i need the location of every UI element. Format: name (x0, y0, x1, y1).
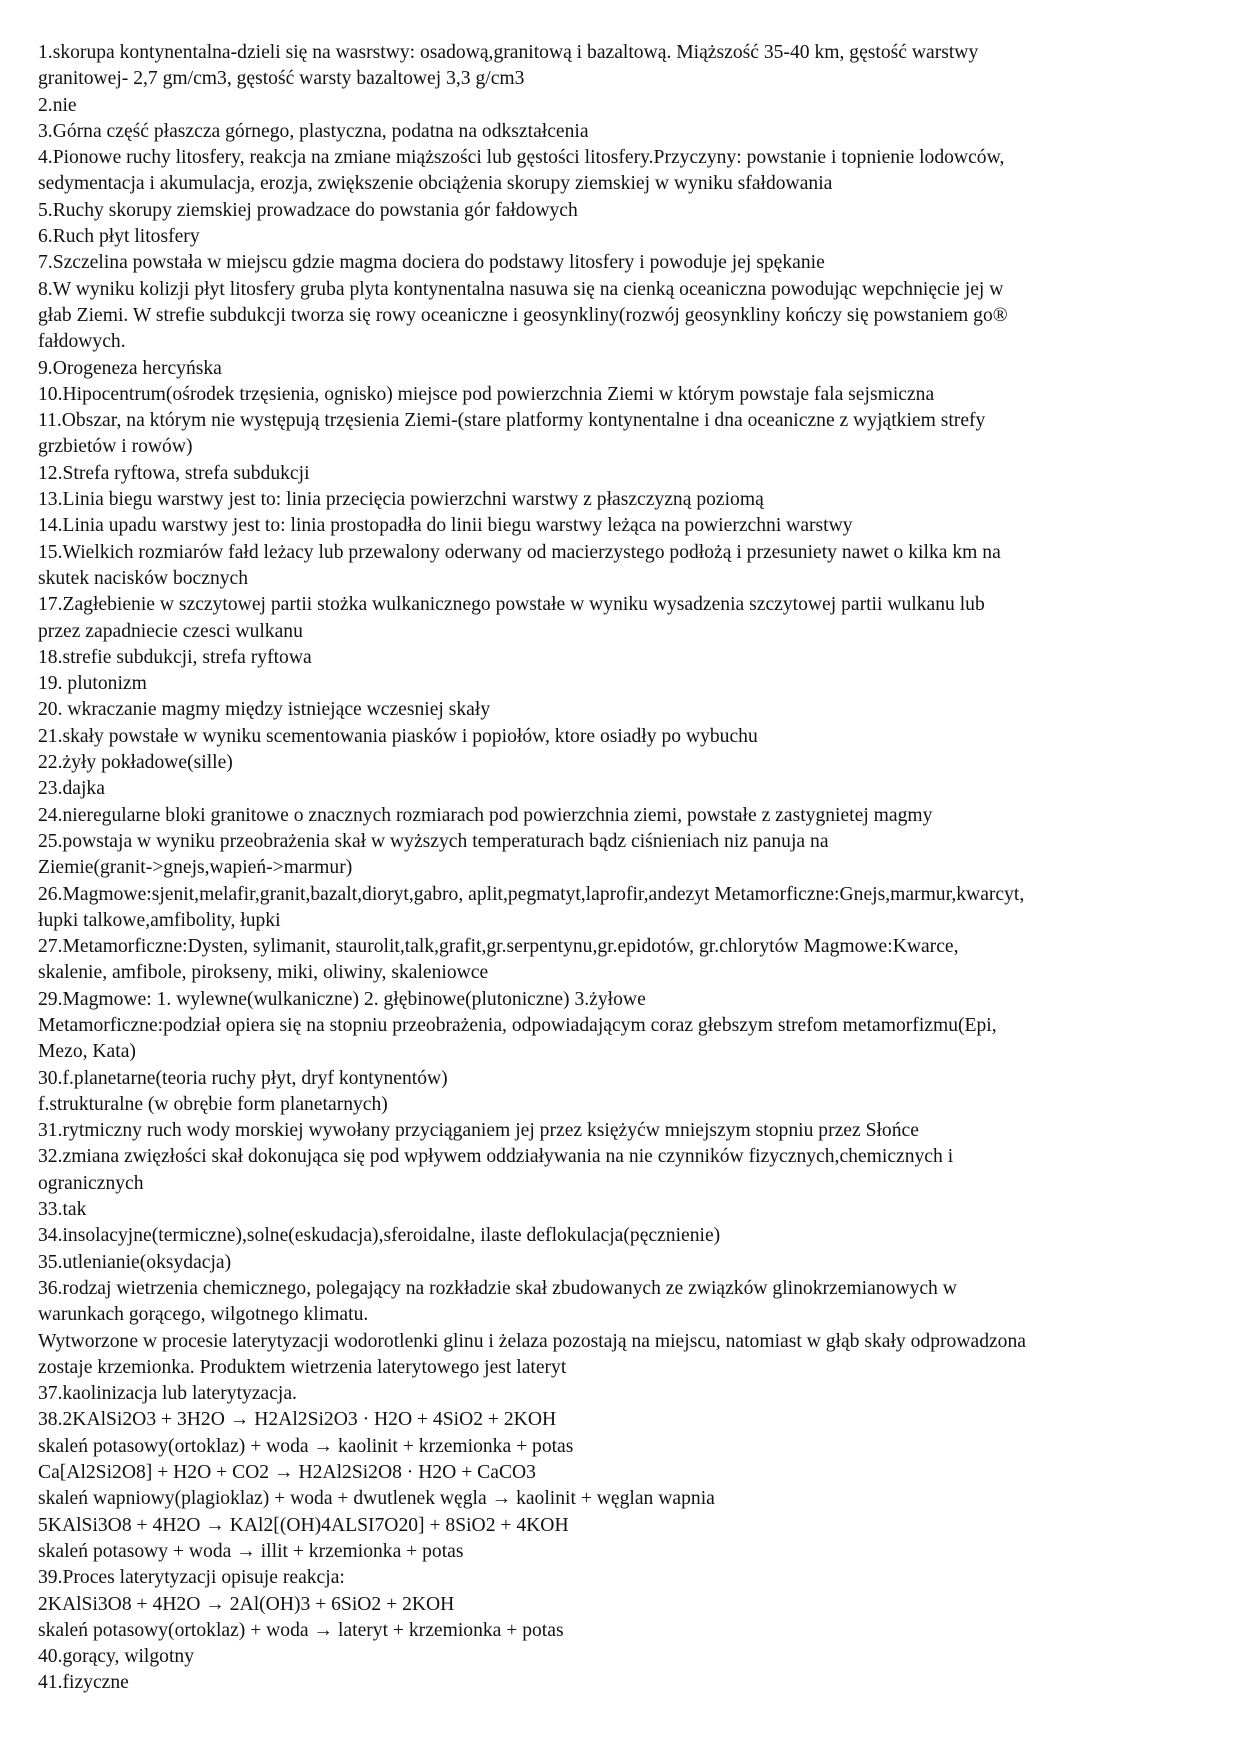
text-line: 40.gorący, wilgotny (38, 1646, 194, 1668)
text-line: łupki talkowe,amfibolity, łupki (38, 909, 281, 931)
text-line: 8.W wyniku kolizji płyt litosfery gruba plyta kontynentalna nasuwa się na cienką oceaniczna powodując wepchnięcie jej w (38, 278, 1004, 300)
text-line: 20. wkraczanie magmy między istniejące wczesniej skały (38, 699, 491, 721)
text-line: skaleń potasowy + woda → illit + krzemionka + potas (38, 1540, 464, 1562)
text-line: 37.kaolinizacja lub laterytyzacja. (38, 1383, 297, 1405)
text-line: 30.f.planetarne(teoria ruchy płyt, dryf kontynentów) (38, 1067, 448, 1089)
text-line: grzbietów i rowów) (38, 436, 193, 458)
text-line: 1.skorupa kontynentalna-dzieli się na wasrstwy: osadową,granitową i bazaltową. Miąższość 35-40 km, gęstość warstwy (38, 42, 979, 63)
text-line: 18.strefie subdukcji, strefa ryftowa (38, 646, 312, 668)
text-line: skaleń potasowy(ortoklaz) + woda → kaolinit + krzemionka + potas (38, 1435, 574, 1457)
text-line: 15.Wielkich rozmiarów fałd leżacy lub przewalony oderwany od macierzystego podłożą i przesuniety nawet o kilka km na (38, 541, 1001, 563)
text-line: 33.tak (38, 1199, 87, 1221)
text-line: fałdowych. (38, 331, 126, 353)
text-line: 12.Strefa ryftowa, strefa subdukcji (38, 462, 310, 484)
text-line: skutek nacisków bocznych (38, 567, 249, 589)
text-line: 17.Zagłebienie w szczytowej partii stożka wulkanicznego powstałe w wyniku wysadzenia szczytowej partii wulkanu lub (38, 594, 985, 616)
document-page (38, 40, 1210, 1697)
text-line: 29.Magmowe: 1. wylewne(wulkaniczne) 2. głębinowe(plutoniczne) 3.żyłowe (38, 988, 646, 1010)
text-line: 35.utlenianie(oksydacja) (38, 1251, 232, 1273)
text-line: 31.rytmiczny ruch wody morskiej wywołany przyciąganiem jej przez księżyćw mniejszym stopniu przez Słońce (38, 1120, 919, 1142)
text-line: 9.Orogeneza hercyńska (38, 357, 222, 379)
text-line: 25.powstaja w wyniku przeobrażenia skał w wyższych temperaturach bądz ciśnieniach niz panuja na (38, 830, 829, 852)
text-line: zostaje krzemionka. Produktem wietrzenia laterytowego jest lateryt (38, 1356, 567, 1378)
text-line: 39.Proces laterytyzacji opisuje reakcja: (38, 1567, 345, 1589)
text-line: 34.insolacyjne(termiczne),solne(eskudacja),sferoidalne, ilaste deflokulacja(pęcznienie) (38, 1225, 721, 1247)
text-line: 11.Obszar, na którym nie występują trzęsienia Ziemi-(stare platformy kontynentalne i dna oceaniczne z wyjątkiem strefy (38, 410, 986, 432)
text-line: skaleń wapniowy(plagioklaz) + woda + dwutlenek węgla → kaolinit + węglan wapnia (38, 1488, 715, 1510)
text-line: 4.Pionowe ruchy litosfery, reakcja na zmiane miąższości lub gęstości litosfery.Przyczyny: powstanie i topnienie lodowców, (38, 147, 1005, 169)
text-line: skalenie, amfibole, pirokseny, miki, oliwiny, skaleniowce (38, 962, 489, 984)
text-line: 7.Szczelina powstała w miejscu gdzie magma dociera do podstawy litosfery i powoduje jej spękanie (38, 252, 825, 274)
text-line: 22.żyły pokładowe(sille) (38, 752, 233, 774)
text-line: Ca[Al2Si2O8] + H2O + CO2 → H2Al2Si2O8 · H2O + CaCO3 (38, 1462, 536, 1484)
text-line: głab Ziemi. W strefie subdukcji tworza się rowy oceaniczne i geosynkliny(rozwój geosynkliny kończy się powstaniem go® (38, 304, 1008, 326)
text-line: skaleń potasowy(ortoklaz) + woda → lateryt + krzemionka + potas (38, 1619, 564, 1641)
text-line: 6.Ruch płyt litosfery (38, 226, 200, 248)
text-line: sedymentacja i akumulacja, erozja, zwiększenie obciążenia skorupy ziemskiej w wyniku sfałdowania (38, 173, 833, 195)
text-line: 3.Górna część płaszcza górnego, plastyczna, podatna na odkształcenia (38, 120, 589, 142)
text-line: ogranicznych (38, 1172, 144, 1194)
text-line: 32.zmiana zwięzłości skał dokonująca się pod wpływem oddziaływania na nie czynników fizycznych,chemicznych i (38, 1146, 954, 1168)
text-line: 26.Magmowe:sjenit,melafir,granit,bazalt,dioryt,gabro, aplit,pegmatyt,laprofir,andezyt Metamorficzne:Gnejs,marmur,kwarcyt, (38, 883, 1025, 905)
text-line: 10.Hipocentrum(ośrodek trzęsienia, ognisko) miejsce pod powierzchnia Ziemi w którym powstaje fala sejsmiczna (38, 383, 935, 405)
text-line: przez zapadniecie czesci wulkanu (38, 620, 303, 642)
text-line: 5.Ruchy skorupy ziemskiej prowadzace do powstania gór fałdowych (38, 199, 578, 221)
text-line: granitowej- 2,7 gm/cm3, gęstość warsty bazaltowej 3,3 g/cm3 (38, 68, 525, 90)
text-line: 27.Metamorficzne:Dysten, sylimanit, staurolit,talk,grafit,gr.serpentynu,gr.epidotów, gr.chlorytów Magmowe:Kwarce, (38, 936, 959, 958)
text-line: Mezo, Kata) (38, 1041, 136, 1063)
text-line: 23.dajka (38, 778, 105, 800)
text-line: 5KAlSi3O8 + 4H2O → KAl2[(OH)4ALSI7O20] + 8SiO2 + 4KOH (38, 1514, 569, 1536)
text-line: 19. plutonizm (38, 673, 147, 695)
text-line: 24.nieregularne bloki granitowe o znacznych rozmiarach pod powierzchnia ziemi, powstałe z zastygnietej magmy (38, 804, 933, 826)
text-line: 13.Linia biegu warstwy jest to: linia przecięcia powierzchni warstwy z płaszczyzną poziomą (38, 489, 764, 511)
text-line: 41.fizyczne (38, 1672, 129, 1694)
text-line: Ziemie(granit->gnejs,wapień->marmur) (38, 857, 353, 879)
text-line: 21.skały powstałe w wyniku scementowania piasków i popiołów, ktore osiadły po wybuchu (38, 725, 758, 747)
text-line: f.strukturalne (w obrębie form planetarnych) (38, 1093, 388, 1115)
text-line: 2.nie (38, 94, 77, 116)
text-line: Wytworzone w procesie laterytyzacji wodorotlenki glinu i żelaza pozostają na miejscu, natomiast w głąb skały odprowadzona (38, 1330, 1026, 1352)
text-line: 38.2KAlSi2O3 + 3H2O → H2Al2Si2O3 · H2O + 4SiO2 + 2KOH (38, 1409, 557, 1431)
text-line: 14.Linia upadu warstwy jest to: linia prostopadła do linii biegu warstwy leżąca na powierzchni warstwy (38, 515, 853, 537)
text-line: 36.rodzaj wietrzenia chemicznego, polegający na rozkładzie skał zbudowanych ze związków glinokrzemianowych w (38, 1277, 957, 1299)
text-line: Metamorficzne:podział opiera się na stopniu przeobrażenia, odpowiadającym coraz głebszym strefom metamorfizmu(Epi, (38, 1014, 997, 1036)
text-line: warunkach gorącego, wilgotnego klimatu. (38, 1304, 369, 1326)
text-line: 2KAlSi3O8 + 4H2O → 2Al(OH)3 + 6SiO2 + 2KOH (38, 1593, 455, 1615)
